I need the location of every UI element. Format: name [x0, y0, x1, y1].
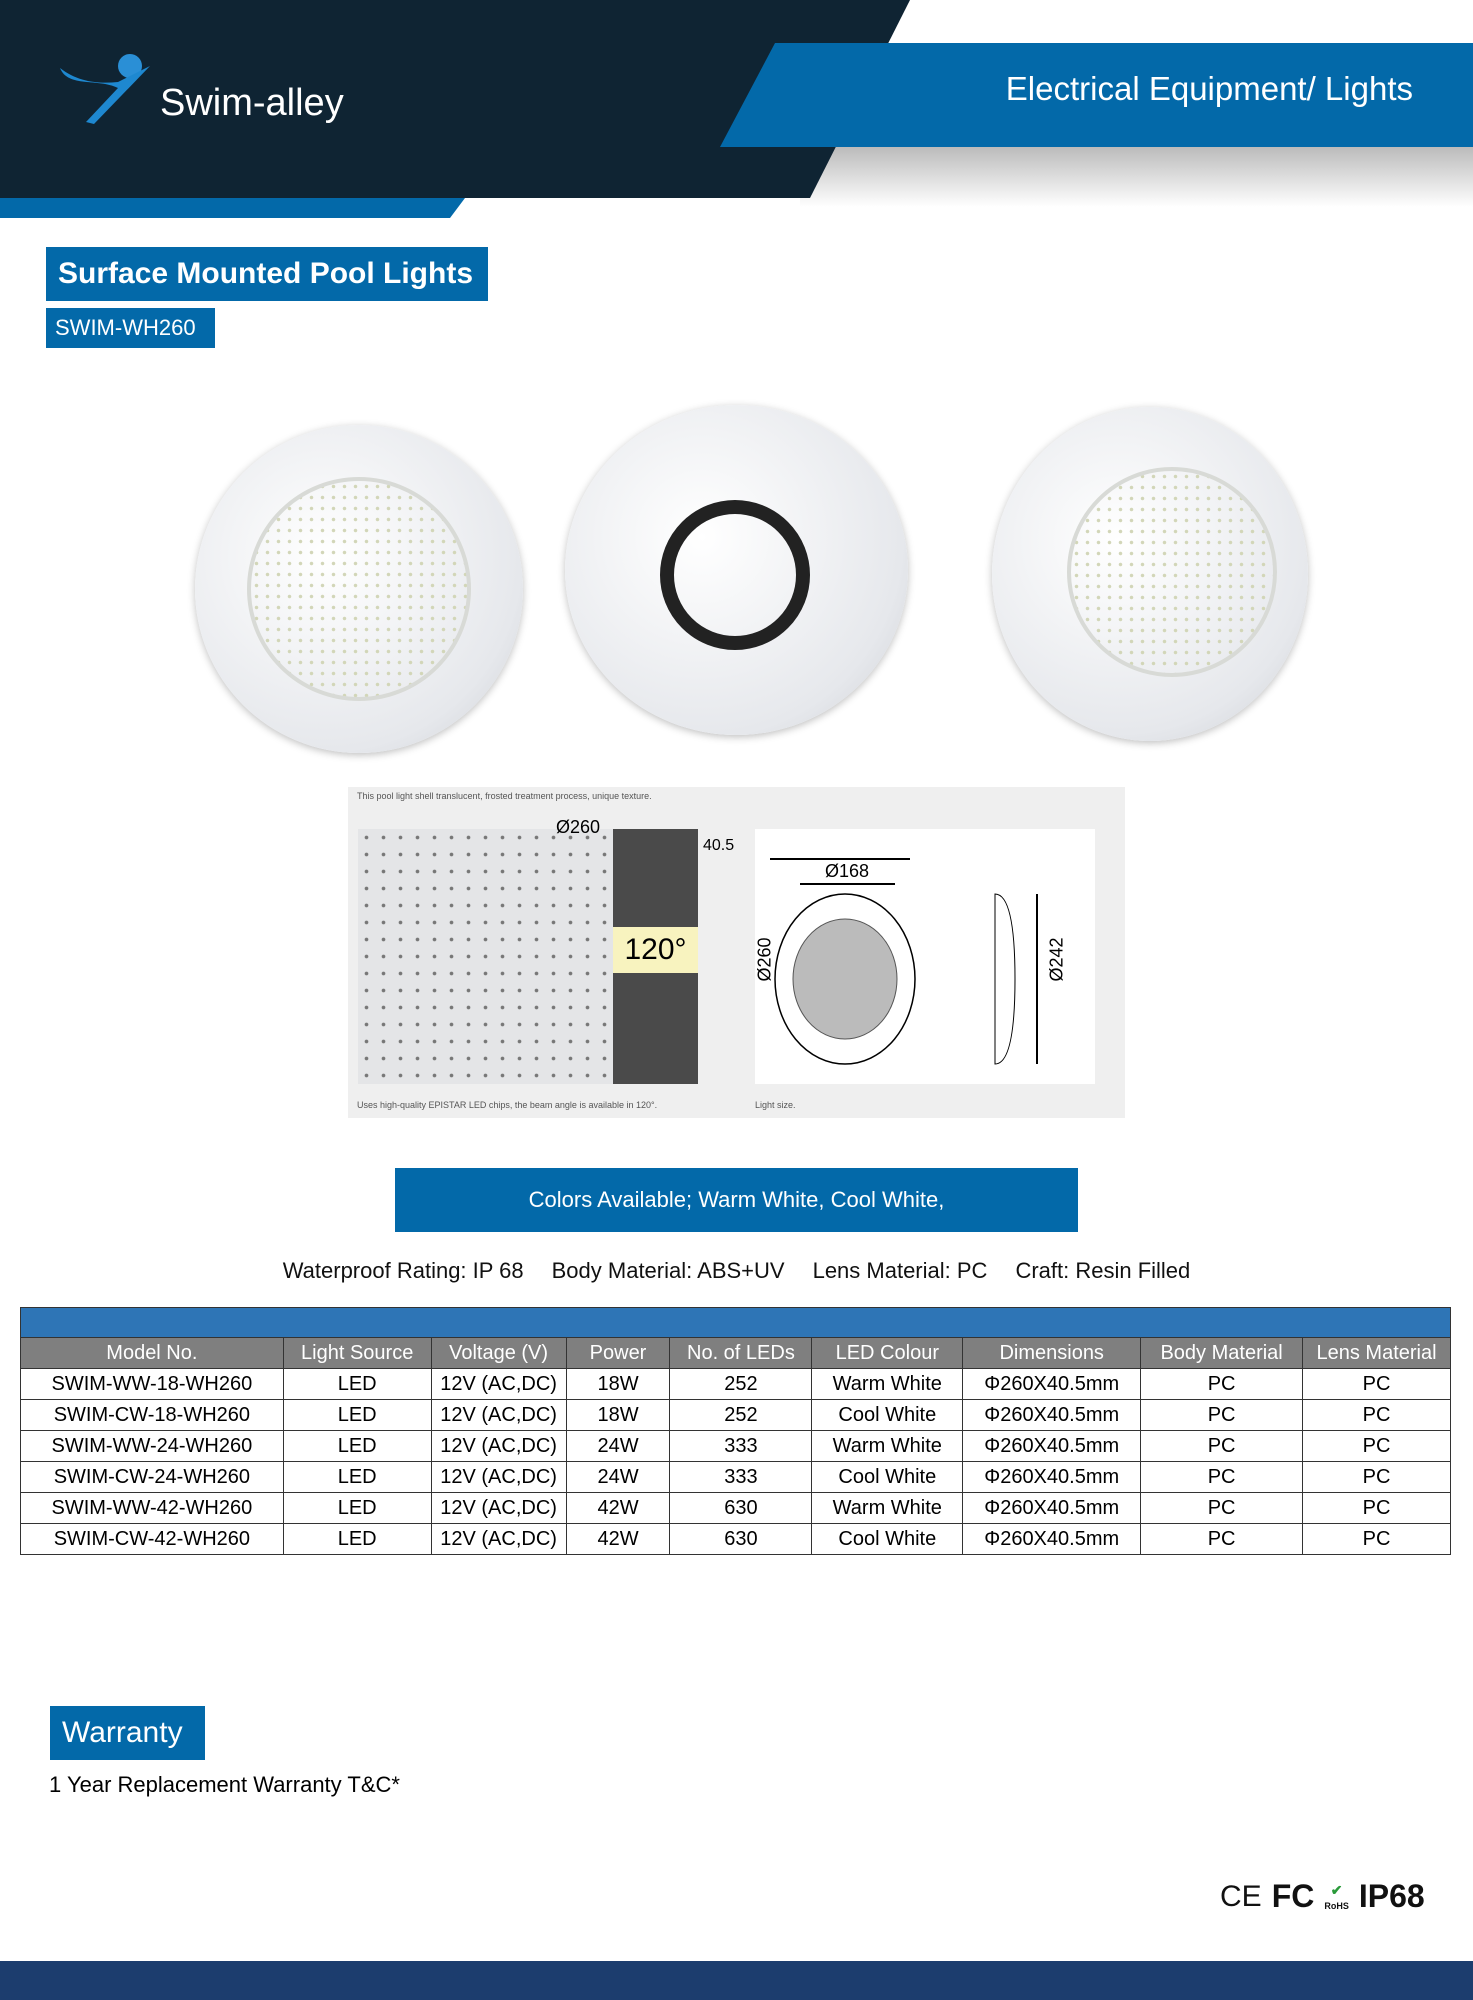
product-photo-back — [565, 405, 908, 735]
diagram-caption-left: Uses high-quality EPISTAR LED chips, the beam angle is available in 120°. — [357, 1100, 658, 1110]
model-table — [20, 1307, 1451, 1555]
product-photo-front — [195, 425, 523, 753]
colors-available-banner: Colors Available; Warm White, Cool White, — [395, 1168, 1078, 1232]
table-cell: PC — [1141, 1431, 1303, 1462]
table-cell: PC — [1141, 1462, 1303, 1493]
table-cell: LED — [283, 1400, 431, 1431]
table-cell: Φ260X40.5mm — [963, 1462, 1141, 1493]
warranty-title: Warranty — [50, 1706, 205, 1760]
table-cell: Warm White — [812, 1493, 963, 1524]
warranty-text: 1 Year Replacement Warranty T&C* — [49, 1772, 400, 1797]
spec-lens-material: Lens Material: PC — [812, 1258, 988, 1283]
column-header: Body Material — [1141, 1338, 1303, 1369]
header-accent-stripe — [0, 198, 465, 218]
table-cell: 252 — [670, 1369, 812, 1400]
table-cell: 333 — [670, 1462, 812, 1493]
product-title: Surface Mounted Pool Lights — [46, 247, 488, 301]
dimension-drawing — [755, 829, 1095, 1084]
table-cell: 12V (AC,DC) — [431, 1462, 566, 1493]
column-header: LED Colour — [812, 1338, 963, 1369]
table-cell: Cool White — [812, 1524, 963, 1555]
spec-line — [0, 1258, 1473, 1284]
table-cell: SWIM-WW-24-WH260 — [21, 1431, 284, 1462]
column-header: Dimensions — [963, 1338, 1141, 1369]
table-cell: 24W — [566, 1431, 670, 1462]
table-cell: 630 — [670, 1493, 812, 1524]
table-header-row — [21, 1338, 1451, 1369]
table-cell: 12V (AC,DC) — [431, 1400, 566, 1431]
ce-mark-icon: CE — [1220, 1879, 1262, 1913]
table-cell: PC — [1303, 1493, 1451, 1524]
footer-band — [0, 1961, 1473, 2000]
fc-mark-icon: FC — [1271, 1878, 1315, 1914]
spec-craft: Craft: Resin Filled — [1015, 1258, 1191, 1283]
table-cell: Φ260X40.5mm — [963, 1493, 1141, 1524]
table-cell: 12V (AC,DC) — [431, 1369, 566, 1400]
spec-waterproof: Waterproof Rating: IP 68 — [282, 1258, 524, 1283]
header-shadow — [800, 147, 1473, 207]
table-cell: SWIM-WW-42-WH260 — [21, 1493, 284, 1524]
table-cell: SWIM-CW-24-WH260 — [21, 1462, 284, 1493]
table-cell: Φ260X40.5mm — [963, 1431, 1141, 1462]
table-cell: PC — [1141, 1493, 1303, 1524]
diagram-caption-top: This pool light shell translucent, frosted treatment process, unique texture. — [357, 791, 652, 801]
table-row — [21, 1400, 1451, 1431]
brand-name: Swim-alley — [160, 82, 344, 124]
table-cell: 42W — [566, 1493, 670, 1524]
table-cell: 333 — [670, 1431, 812, 1462]
table-row — [21, 1369, 1451, 1400]
table-cell: 252 — [670, 1400, 812, 1431]
table-cell: SWIM-CW-42-WH260 — [21, 1524, 284, 1555]
rohs-icon: ✔ RoHS — [1324, 1881, 1349, 1911]
table-row — [21, 1431, 1451, 1462]
table-cell: 18W — [566, 1400, 670, 1431]
beam-angle-label: 120° — [613, 927, 698, 973]
led-board-image — [358, 829, 613, 1084]
table-row — [21, 1462, 1451, 1493]
table-cell: PC — [1141, 1400, 1303, 1431]
table-top-band — [21, 1308, 1451, 1338]
table-cell: Warm White — [812, 1431, 963, 1462]
table-cell: PC — [1303, 1524, 1451, 1555]
table-cell: SWIM-WW-18-WH260 — [21, 1369, 284, 1400]
table-cell: PC — [1303, 1400, 1451, 1431]
table-cell: LED — [283, 1493, 431, 1524]
certification-logos — [1220, 1878, 1425, 1915]
table-cell: PC — [1141, 1369, 1303, 1400]
table-cell: PC — [1303, 1369, 1451, 1400]
table-cell: 12V (AC,DC) — [431, 1524, 566, 1555]
table-cell: 24W — [566, 1462, 670, 1493]
table-cell: Warm White — [812, 1369, 963, 1400]
table-cell: 18W — [566, 1369, 670, 1400]
table-cell: LED — [283, 1431, 431, 1462]
table-cell: SWIM-CW-18-WH260 — [21, 1400, 284, 1431]
table-cell: LED — [283, 1462, 431, 1493]
table-row — [21, 1493, 1451, 1524]
table-cell: LED — [283, 1524, 431, 1555]
table-cell: PC — [1303, 1431, 1451, 1462]
table-row — [21, 1524, 1451, 1555]
product-code: SWIM-WH260 — [46, 308, 215, 348]
outer-diameter-label: Ø260 — [754, 937, 775, 982]
category-title: Electrical Equipment/ Lights — [1005, 70, 1413, 107]
table-cell: Φ260X40.5mm — [963, 1369, 1141, 1400]
side-diameter-label: Ø242 — [1046, 937, 1067, 982]
table-cell: PC — [1141, 1524, 1303, 1555]
column-header: Light Source — [283, 1338, 431, 1369]
table-cell: Cool White — [812, 1400, 963, 1431]
table-cell: 12V (AC,DC) — [431, 1431, 566, 1462]
column-header: Power — [566, 1338, 670, 1369]
table-cell: Φ260X40.5mm — [963, 1400, 1141, 1431]
column-header: Lens Material — [1303, 1338, 1451, 1369]
column-header: Voltage (V) — [431, 1338, 566, 1369]
table-cell: 42W — [566, 1524, 670, 1555]
table-cell: 12V (AC,DC) — [431, 1493, 566, 1524]
column-header: Model No. — [21, 1338, 284, 1369]
ip68-mark: IP68 — [1358, 1878, 1425, 1914]
spec-body-material: Body Material: ABS+UV — [551, 1258, 785, 1283]
table-cell: Cool White — [812, 1462, 963, 1493]
table-cell: PC — [1303, 1462, 1451, 1493]
inner-diameter-label: Ø168 — [825, 861, 870, 881]
diagram-caption-right: Light size. — [755, 1100, 796, 1110]
table-cell: 630 — [670, 1524, 812, 1555]
table-cell: LED — [283, 1369, 431, 1400]
column-header: No. of LEDs — [670, 1338, 812, 1369]
table-cell: Φ260X40.5mm — [963, 1524, 1141, 1555]
thickness-label: 40.5 — [703, 837, 735, 854]
product-photo-angle — [992, 407, 1308, 741]
diameter-label: Ø260 — [556, 817, 601, 837]
rohs-label: RoHS — [1324, 1900, 1349, 1911]
technical-diagram — [348, 787, 1125, 1118]
